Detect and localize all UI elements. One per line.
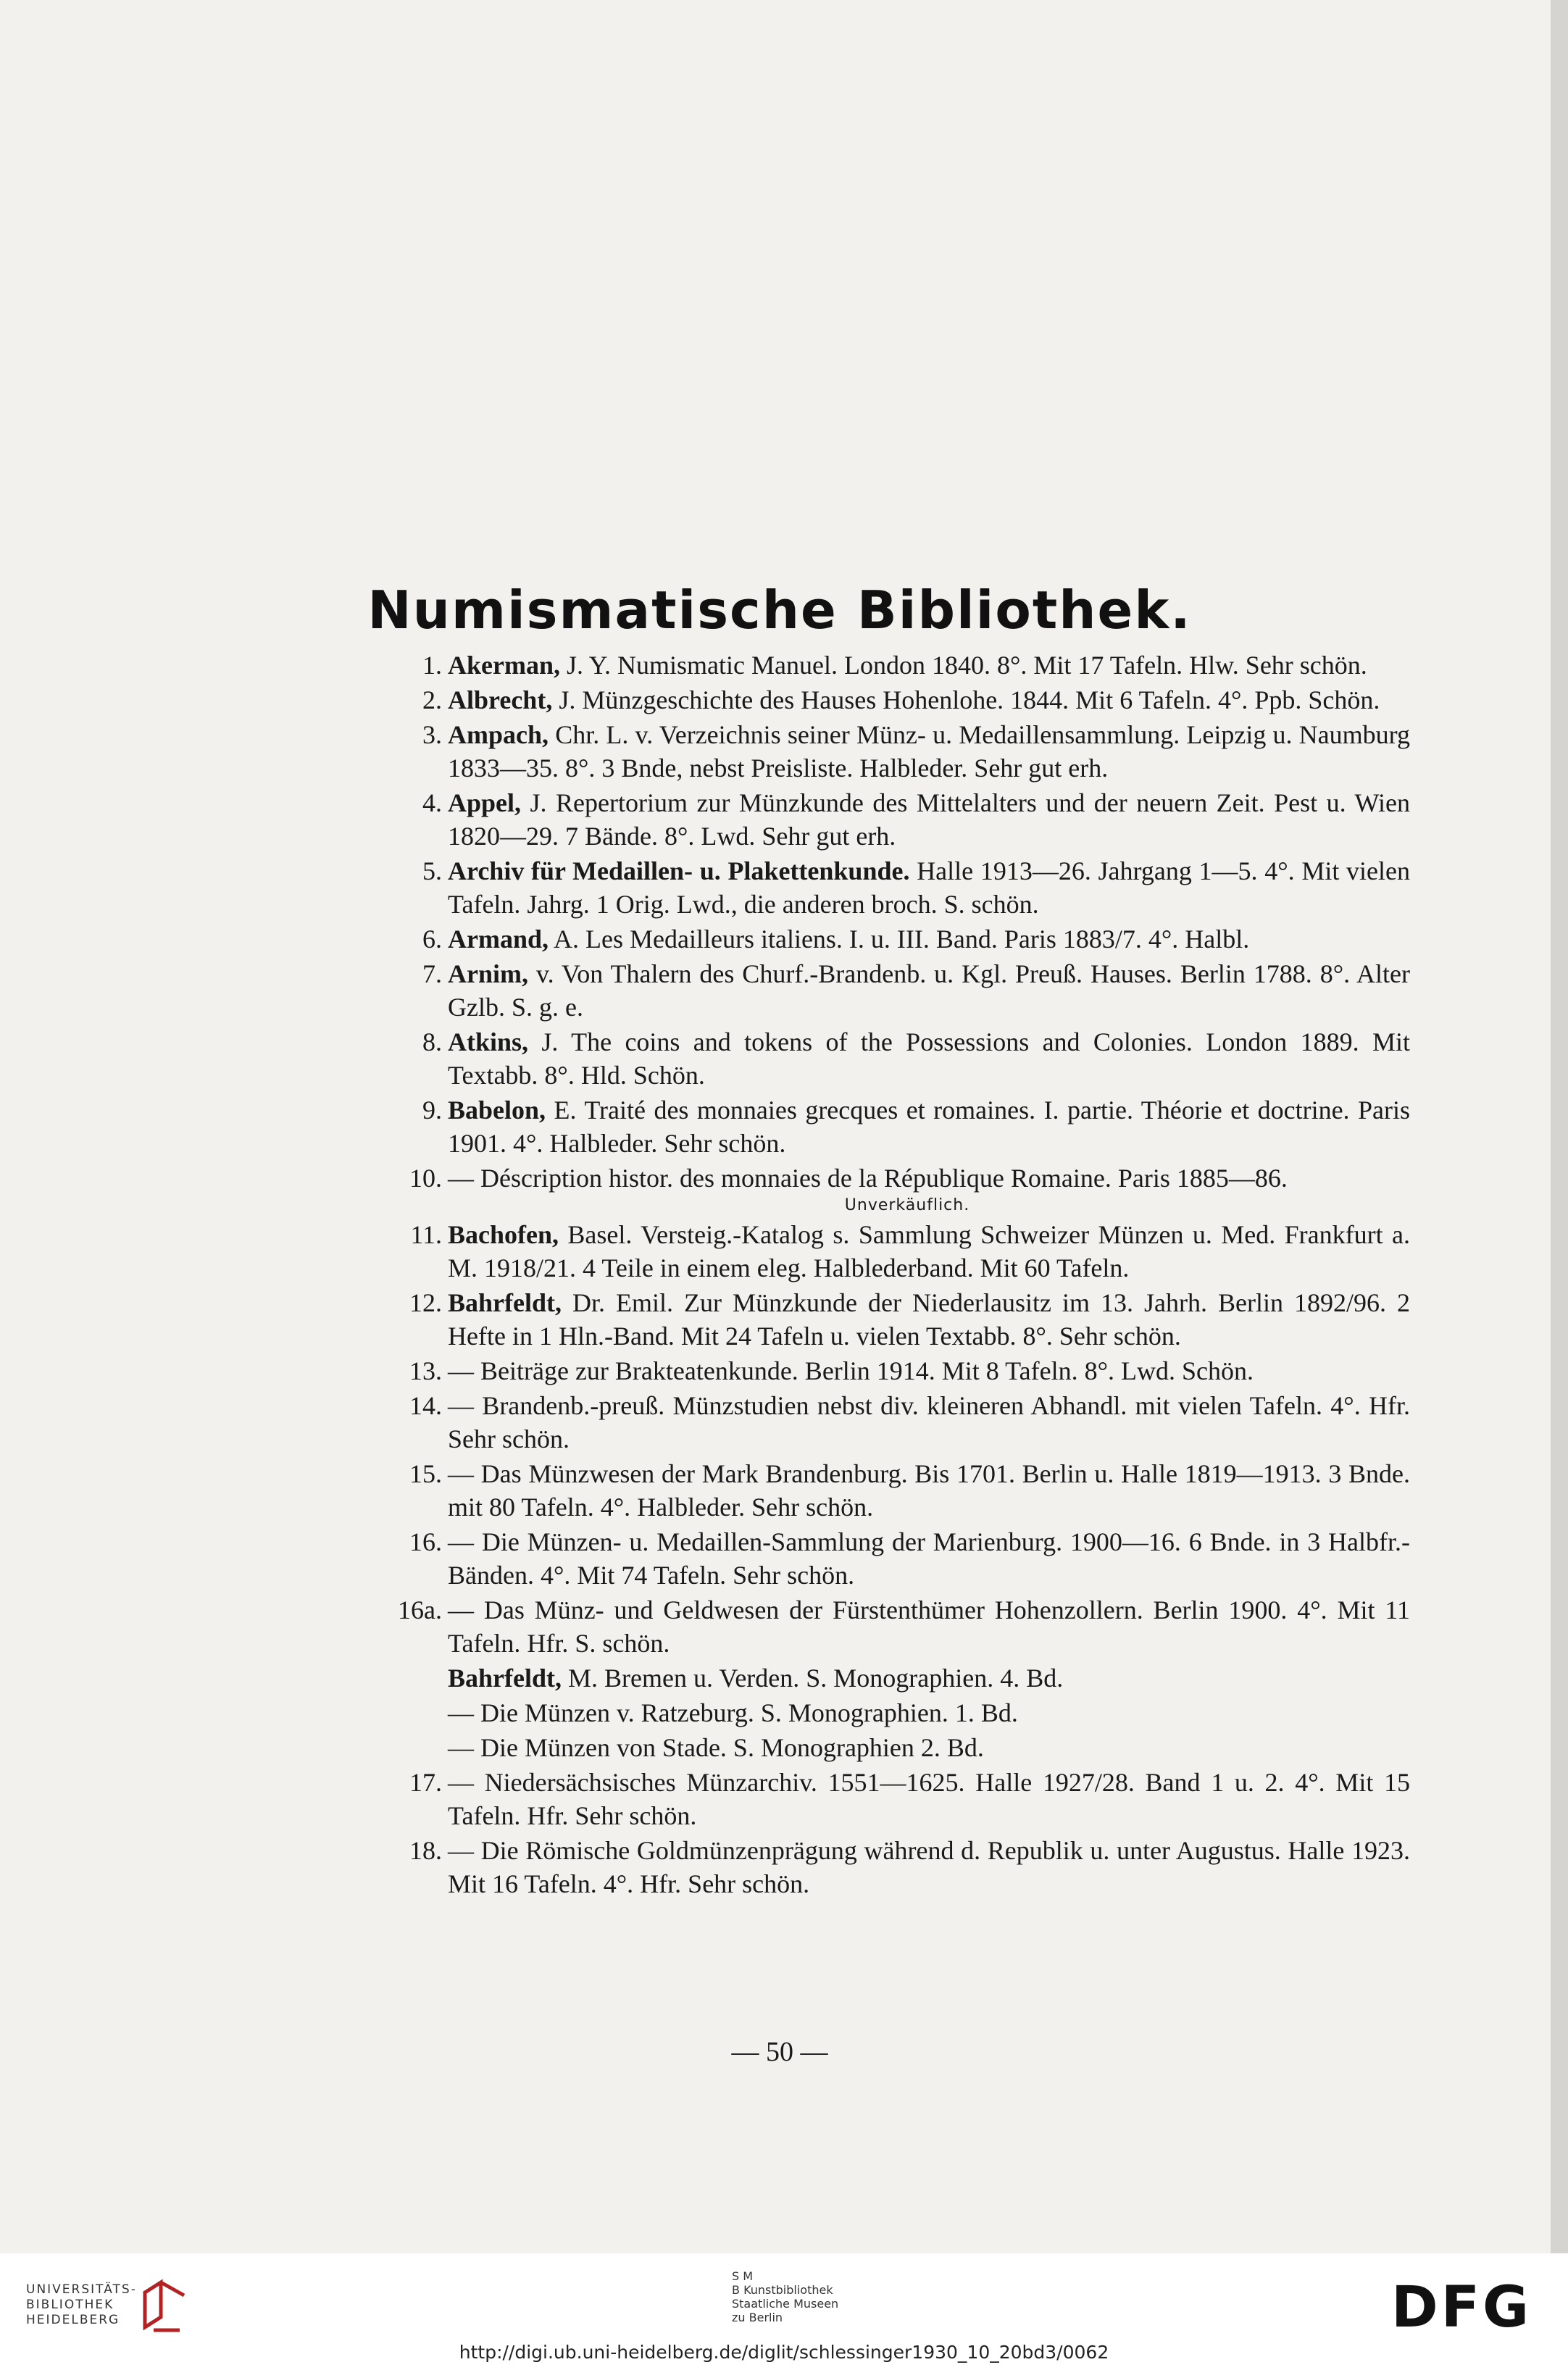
permalink-url[interactable]: http://digi.ub.uni-heidelberg.de/diglit/schlessinger1930_10_20bd3/0062 <box>459 2342 1109 2363</box>
entry-description: — Das Münz- und Geldwesen der Fürstenthümer Hohenzollern. Berlin 1900. 4°. Mit 11 Tafeln. Hfr. S. schön. <box>448 1595 1410 1658</box>
entry-body <box>448 1354 1410 1388</box>
uni-logo-line: BIBLIOTHEK <box>26 2298 114 2312</box>
entry-number: 9. <box>422 1096 442 1125</box>
page-number: — 50 — <box>731 2037 828 2067</box>
entry-note: Unverkäuflich. <box>844 1196 970 1214</box>
entry-description: Dr. Emil. Zur Münzkunde der Niederlausitz im 13. Jahrh. Berlin 1892/96. 2 Hefte in 1 Hln.-Band. Mit 24 Tafeln u. vielen Textabb. 8°. Sehr schön. <box>448 1288 1411 1351</box>
entry-body <box>448 683 1410 717</box>
entry-author: Ampach, <box>448 720 549 749</box>
entry-author: Akerman, <box>448 651 560 680</box>
entry-body <box>448 1161 1410 1195</box>
entry-description: Chr. L. v. Verzeichnis seiner Münz- u. Medaillensammlung. Leipzig u. Naumburg 1833—35. 8°. 3 Bnde, nebst Preisliste. Halbleder. Sehr gut erh. <box>448 720 1410 783</box>
uni-logo-line: HEIDELBERG <box>26 2313 120 2327</box>
entry-body <box>448 922 1410 956</box>
catalog-entry <box>388 1593 1410 1660</box>
catalog-entry <box>388 1389 1410 1456</box>
entry-number: 3. <box>422 720 442 749</box>
catalog-entry <box>388 854 1410 921</box>
catalog-entries <box>388 648 1410 1902</box>
entry-number: 15. <box>409 1459 442 1488</box>
catalog-entry <box>388 1161 1410 1217</box>
catalog-entry <box>388 718 1410 785</box>
entry-author: Albrecht, <box>448 685 553 714</box>
entry-body <box>448 1731 1410 1764</box>
entry-description: — Die Münzen von Stade. S. Monographien 2. Bd. <box>448 1733 984 1762</box>
entry-number: 17. <box>409 1768 442 1797</box>
page-edge <box>1551 0 1568 2253</box>
bleed-through-text <box>319 203 1442 371</box>
catalog-entry <box>388 1696 1410 1729</box>
entry-description: — Beiträge zur Brakteatenkunde. Berlin 1914. Mit 8 Tafeln. 8°. Lwd. Schön. <box>448 1356 1254 1385</box>
entry-body <box>448 1661 1410 1695</box>
entry-body <box>448 1286 1410 1353</box>
university-mark-icon <box>139 2277 190 2333</box>
catalog-entry <box>388 1218 1410 1285</box>
entry-body <box>448 786 1410 853</box>
catalog-entry <box>388 1834 1410 1900</box>
entry-body <box>448 1696 1410 1729</box>
entry-author: Bahrfeldt, <box>448 1288 562 1317</box>
entry-body <box>448 854 1410 921</box>
entry-description: — Déscription histor. des monnaies de la République Romaine. Paris 1885—86. <box>448 1164 1288 1193</box>
entry-description: J. Y. Numismatic Manuel. London 1840. 8°. Mit 17 Tafeln. Hlw. Sehr schön. <box>567 651 1367 680</box>
credit-line: Staatliche Museen <box>732 2297 839 2311</box>
dfg-logo[interactable]: DFG <box>1391 2275 1532 2340</box>
entry-author: Archiv für Medaillen- u. Plakettenkunde. <box>448 856 910 885</box>
catalog-entry <box>388 957 1410 1024</box>
entry-description: v. Von Thalern des Churf.-Brandenb. u. Kgl. Preuß. Hauses. Berlin 1788. 8°. Alter Gzlb. S. g. e. <box>448 959 1411 1022</box>
catalog-entry <box>388 1731 1410 1764</box>
entry-author: Armand, <box>448 925 549 954</box>
entry-number: 2. <box>422 685 442 714</box>
entry-number: 5. <box>422 856 442 885</box>
catalog-entry <box>388 922 1410 956</box>
page-title: Numismatische Bibliothek. <box>367 580 1192 641</box>
catalog-entry <box>388 786 1410 853</box>
catalog-entry <box>388 648 1410 682</box>
entry-description: — Die Römische Goldmünzenprägung während d. Republik u. unter Augustus. Halle 1923. Mit 16 Tafeln. 4°. Hfr. Sehr schön. <box>448 1836 1410 1898</box>
entry-body <box>448 648 1410 682</box>
university-library-logo[interactable] <box>26 2282 137 2328</box>
entry-description: M. Bremen u. Verden. S. Monographien. 4. Bd. <box>568 1664 1064 1693</box>
entry-description: J. The coins and tokens of the Possessions and Colonies. London 1889. Mit Textabb. 8°. Hld. Schön. <box>448 1027 1410 1090</box>
entry-description: Basel. Versteig.-Katalog s. Sammlung Schweizer Münzen u. Med. Frankfurt a. M. 1918/21. 4 Teile in einem eleg. Halblederband. Mit 60 Tafeln. <box>448 1220 1410 1282</box>
entry-author: Bachofen, <box>448 1220 559 1249</box>
catalog-entry <box>388 1286 1410 1353</box>
entry-number: 6. <box>422 925 442 954</box>
entry-description: — Niedersächsisches Münzarchiv. 1551—1625. Halle 1927/28. Band 1 u. 2. 4°. Mit 15 Tafeln. Hfr. Sehr schön. <box>448 1768 1410 1830</box>
entry-body <box>448 718 1410 785</box>
entry-number: 4. <box>422 788 442 817</box>
entry-body <box>448 1834 1410 1900</box>
entry-body <box>448 1218 1410 1285</box>
entry-number: 1. <box>422 651 442 680</box>
entry-number: 7. <box>422 959 442 988</box>
entry-number: 11. <box>410 1220 442 1249</box>
entry-author: Arnim, <box>448 959 528 988</box>
entry-number: 14. <box>409 1391 442 1420</box>
entry-number: 12. <box>409 1288 442 1317</box>
museum-credit <box>732 2269 838 2324</box>
entry-body <box>448 1457 1410 1524</box>
entry-body <box>448 1525 1410 1592</box>
entry-number: 10. <box>409 1164 442 1193</box>
entry-body <box>448 1389 1410 1456</box>
catalog-entry <box>388 1025 1410 1092</box>
entry-description: A. Les Medailleurs italiens. I. u. III. Band. Paris 1883/7. 4°. Halbl. <box>554 925 1250 954</box>
entry-description: J. Repertorium zur Münzkunde des Mittelalters und der neuern Zeit. Pest u. Wien 1820—29. 7 Bände. 8°. Lwd. Sehr gut erh. <box>448 788 1411 851</box>
catalog-entry <box>388 1354 1410 1388</box>
catalog-entry <box>388 1093 1410 1160</box>
entry-number: 13. <box>409 1356 442 1385</box>
entry-number: 18. <box>409 1836 442 1865</box>
catalog-entry <box>388 1457 1410 1524</box>
entry-description: — Die Münzen- u. Medaillen-Sammlung der Marienburg. 1900—16. 6 Bnde. in 3 Halbfr.-Bänden. 4°. Mit 74 Tafeln. Sehr schön. <box>448 1527 1410 1590</box>
entry-description: E. Traité des monnaies grecques et romaines. I. partie. Théorie et doctrine. Paris 1901. 4°. Halbleder. Sehr schön. <box>448 1096 1411 1158</box>
credit-line: S M <box>732 2269 754 2283</box>
catalog-entry <box>388 683 1410 717</box>
entry-author: Bahrfeldt, <box>448 1664 562 1693</box>
uni-logo-line: UNIVERSITÄTS- <box>26 2282 137 2297</box>
entry-body <box>448 1766 1410 1832</box>
credit-line: zu Berlin <box>732 2311 783 2324</box>
catalog-entry <box>388 1661 1410 1695</box>
entry-author: Appel, <box>448 788 522 817</box>
entry-body <box>448 1093 1410 1160</box>
entry-description: — Die Münzen v. Ratzeburg. S. Monographien. 1. Bd. <box>448 1698 1018 1727</box>
entry-author: Babelon, <box>448 1096 546 1125</box>
entry-description: — Brandenb.-preuß. Münzstudien nebst div. kleineren Abhandl. mit vielen Tafeln. 4°. Hfr. Sehr schön. <box>448 1391 1410 1453</box>
entry-number: 8. <box>422 1027 442 1056</box>
entry-author: Atkins, <box>448 1027 529 1056</box>
entry-description: Halle 1913—26. Jahrgang 1—5. 4°. Mit vielen Tafeln. Jahrg. 1 Orig. Lwd., die anderen broch. S. schön. <box>448 856 1410 919</box>
entry-description: — Das Münzwesen der Mark Brandenburg. Bis 1701. Berlin u. Halle 1819—1913. 3 Bnde. mit 80 Tafeln. 4°. Halbleder. Sehr schön. <box>448 1459 1410 1522</box>
entry-description: J. Münzgeschichte des Hauses Hohenlohe. 1844. Mit 6 Tafeln. 4°. Ppb. Schön. <box>559 685 1380 714</box>
credit-line: B Kunstbibliothek <box>732 2283 833 2297</box>
entry-body <box>448 1593 1410 1660</box>
entry-body <box>448 957 1410 1024</box>
catalog-entry <box>388 1766 1410 1832</box>
entry-body <box>448 1025 1410 1092</box>
entry-number: 16a. <box>398 1595 442 1624</box>
entry-number: 16. <box>409 1527 442 1556</box>
catalog-entry <box>388 1525 1410 1592</box>
